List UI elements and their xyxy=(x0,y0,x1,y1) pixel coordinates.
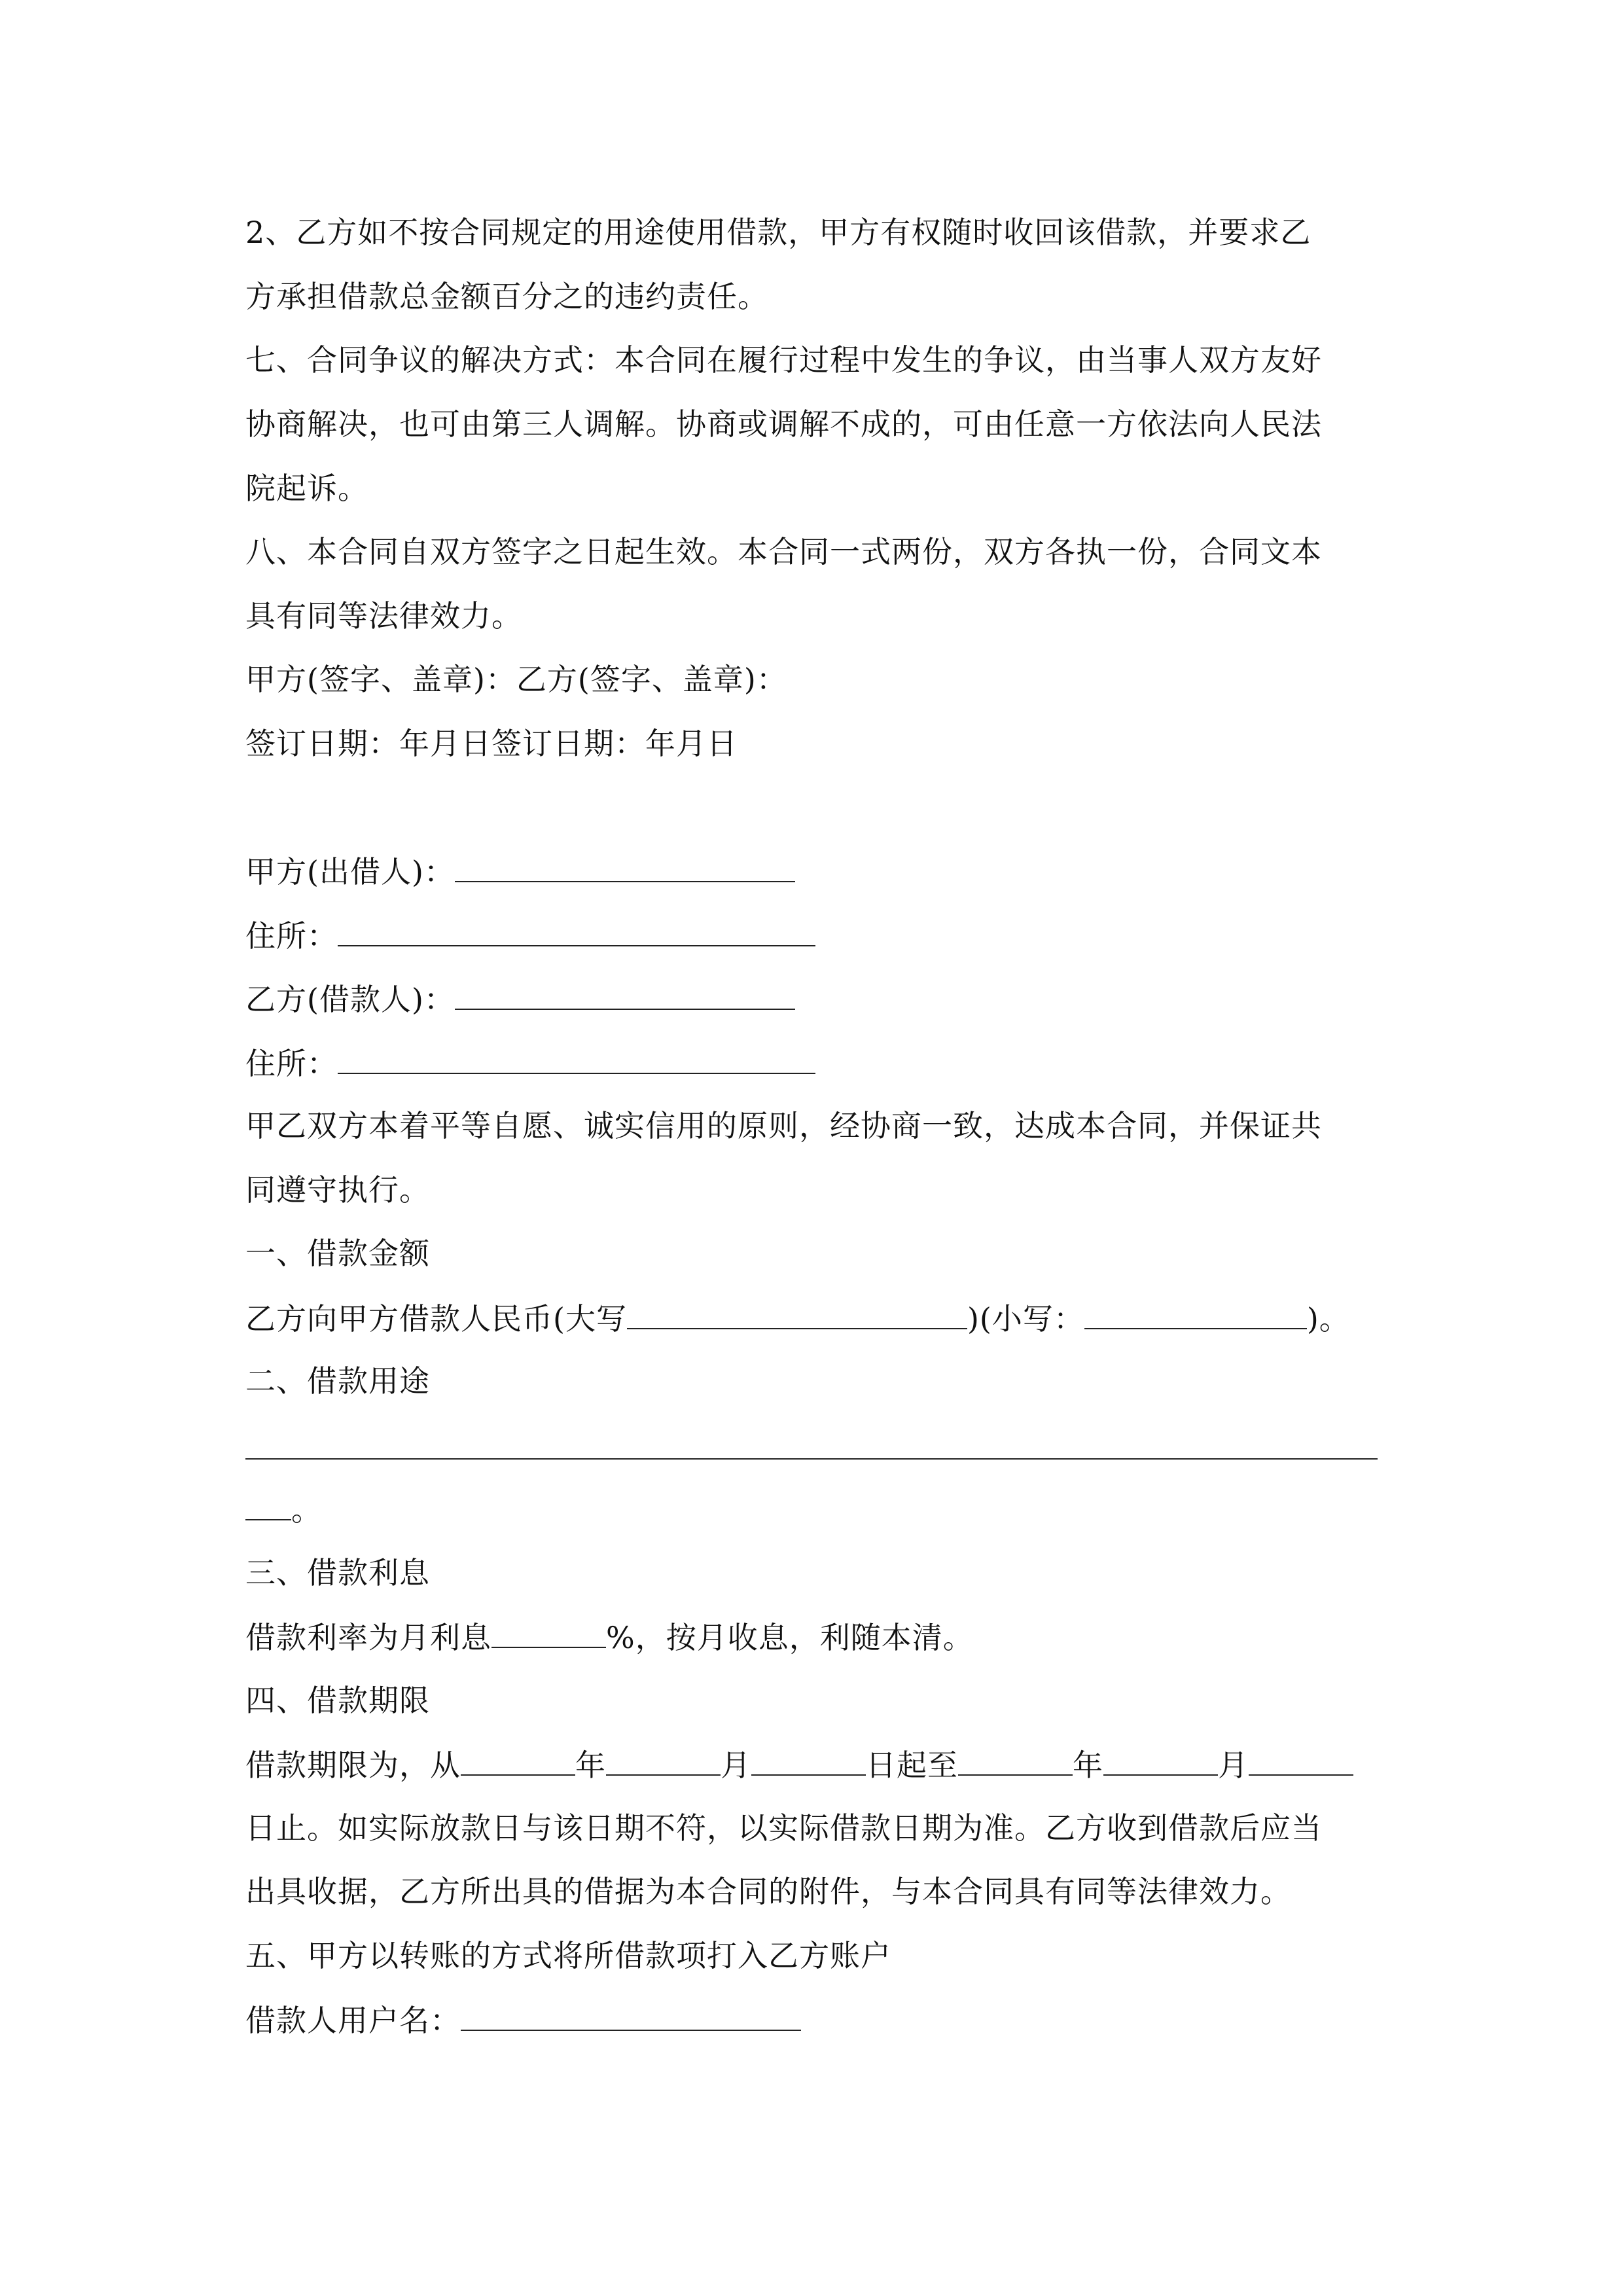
purpose-end-row xyxy=(245,1489,322,1530)
start-month-field[interactable] xyxy=(606,1744,721,1776)
amount-suffix: )。 xyxy=(1306,1301,1350,1336)
start-year-field[interactable] xyxy=(461,1744,575,1776)
start-day-field[interactable] xyxy=(751,1744,866,1776)
interest-row xyxy=(245,1617,974,1657)
section-1-heading: 一、借款金额 xyxy=(245,1236,430,1271)
section-2-heading: 二、借款用途 xyxy=(245,1363,430,1399)
section-4-heading: 四、借款期限 xyxy=(245,1683,430,1718)
purpose-field[interactable] xyxy=(245,1458,1378,1460)
borrower-name-field[interactable] xyxy=(455,978,795,1010)
preamble-line-1: 甲乙双方本着平等自愿、诚实信用的原则，经协商一致，达成本合同，并保证共 xyxy=(245,1108,1322,1143)
dispute-clause-line-1: 七、合同争议的解决方式：本合同在履行过程中发生的争议，由当事人双方友好 xyxy=(245,342,1322,378)
borrower-address-field[interactable] xyxy=(338,1043,815,1074)
term-year2-label: 年 xyxy=(1073,1748,1103,1783)
term-day-to-label: 日起至 xyxy=(866,1748,958,1783)
section-5-heading: 五、甲方以转账的方式将所借款项打入乙方账户 xyxy=(245,1938,891,1973)
amount-mid: )(小写： xyxy=(967,1301,1084,1336)
amount-uppercase-field[interactable] xyxy=(627,1298,967,1329)
borrower-address-row xyxy=(245,1043,815,1083)
term-clause-line-2: 日止。如实际放款日与该日期不符，以实际借款日期为准。乙方收到借款后应当 xyxy=(245,1810,1322,1846)
end-month-field[interactable] xyxy=(1103,1744,1218,1776)
signature-line: 甲方(签字、盖章)：乙方(签字、盖章)： xyxy=(245,662,787,697)
account-row xyxy=(245,2000,801,2040)
term-year-label: 年 xyxy=(575,1748,606,1783)
clause-2-line-1: 2、乙方如不按合同规定的用途使用借款，甲方有权随时收回该借款，并要求乙 xyxy=(245,215,1311,250)
end-day-field[interactable] xyxy=(1249,1744,1353,1776)
lender-address-field[interactable] xyxy=(338,915,815,946)
effect-clause-line-2: 具有同等法律效力。 xyxy=(245,598,522,634)
section-3-heading: 三、借款利息 xyxy=(245,1555,430,1590)
end-year-field[interactable] xyxy=(958,1744,1073,1776)
signing-date-line: 签订日期：年月日签订日期：年月日 xyxy=(245,726,738,761)
preamble-line-2: 同遵守执行。 xyxy=(245,1172,430,1208)
dispute-clause-line-3: 院起诉。 xyxy=(245,471,368,506)
amount-row xyxy=(245,1298,1350,1338)
interest-suffix: %，按月收息，利随本清。 xyxy=(606,1620,974,1655)
purpose-continuation-field[interactable] xyxy=(245,1489,291,1520)
term-clause-line-3: 出具收据，乙方所出具的借据为本合同的附件，与本合同具有同等法律效力。 xyxy=(245,1874,1291,1909)
lender-name-field[interactable] xyxy=(455,851,795,882)
interest-rate-field[interactable] xyxy=(491,1617,606,1648)
term-row xyxy=(245,1744,1353,1785)
lender-row xyxy=(245,851,795,891)
clause-2-line-2: 方承担借款总金额百分之的违约责任。 xyxy=(245,279,768,314)
purpose-end: 。 xyxy=(291,1492,322,1528)
lender-address-row xyxy=(245,915,815,956)
dispute-clause-line-2: 协商解决，也可由第三人调解。协商或调解不成的，可由任意一方依法向人民法 xyxy=(245,406,1322,442)
lender-label: 甲方(出借人)： xyxy=(245,854,455,889)
lender-address-label: 住所： xyxy=(245,918,338,954)
interest-prefix: 借款利率为月利息 xyxy=(245,1620,491,1655)
term-month-label: 月 xyxy=(721,1748,751,1783)
amount-lowercase-field[interactable] xyxy=(1084,1298,1307,1329)
amount-prefix: 乙方向甲方借款人民币(大写 xyxy=(245,1301,627,1336)
borrower-label: 乙方(借款人)： xyxy=(245,982,455,1017)
borrower-address-label: 住所： xyxy=(245,1046,338,1081)
account-label: 借款人用户名： xyxy=(245,2003,461,2038)
effect-clause-line-1: 八、本合同自双方签字之日起生效。本合同一式两份，双方各执一份，合同文本 xyxy=(245,534,1322,569)
account-name-field[interactable] xyxy=(461,2000,801,2031)
term-month2-label: 月 xyxy=(1218,1748,1249,1783)
borrower-row xyxy=(245,978,795,1019)
term-prefix: 借款期限为，从 xyxy=(245,1748,461,1783)
